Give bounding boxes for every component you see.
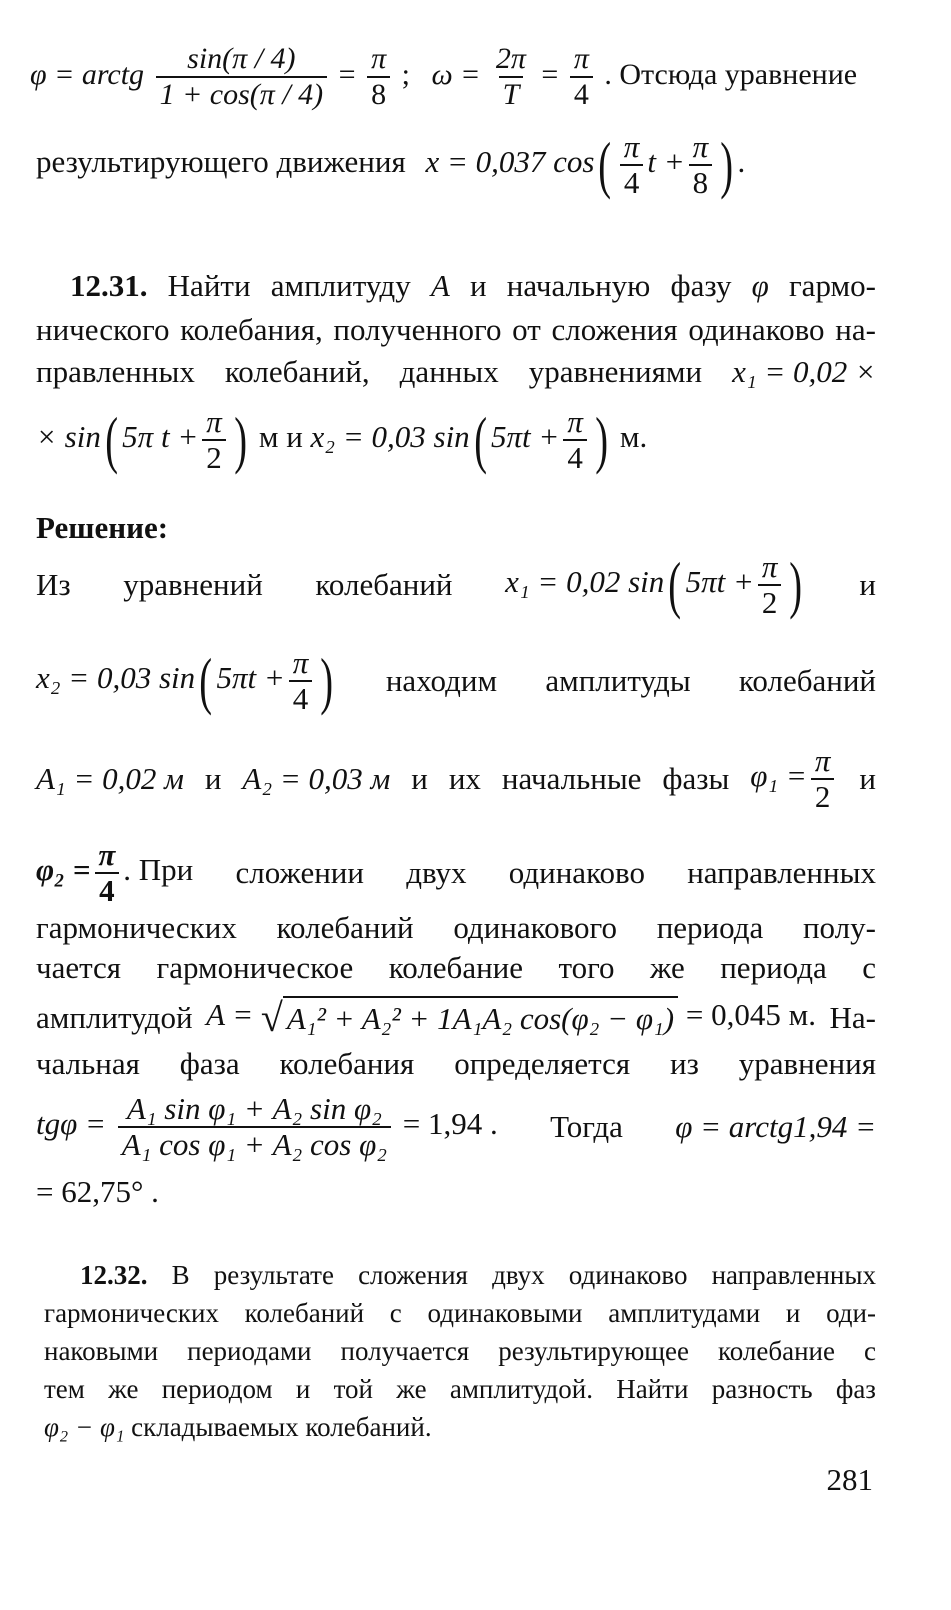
p1231-line3: правленных колебаний, данных уравнениями x₁ = 0,02 × — [36, 354, 876, 389]
solution-line4: φ₂ = $\frac{\pi}{4}$ . При сложении двух одинаково направленных — [36, 837, 876, 908]
p1232-line5: φ₂ − φ₁ складываемых колебаний. — [44, 1412, 432, 1442]
solution-line10: = 62,75° . — [36, 1174, 159, 1209]
sqrt-expression: √ A₁² + A₂² + 1A₁A₂ cos(φ₂ − φ₁) — [261, 996, 678, 1040]
solution-line8: чальная фаза колебания определяется из уравнения — [36, 1046, 876, 1081]
p1231-line1: 12.31. Найти амплитуду A и начальную фазу φ гармо- — [70, 268, 876, 303]
solution-heading: Решение: — [36, 510, 169, 545]
problem-number-1232: 12.32. — [80, 1260, 148, 1290]
fraction-pi-4: $\frac{\pi}{4}$ — [570, 42, 593, 112]
solution-line1: Из уравнений колебаний x₁ = 0,02 sin( 5πt + $\frac{\pi}{2}$ ) и — [36, 549, 876, 620]
p1232-line3: наковыми периодами получается результирующее колебание с — [44, 1336, 876, 1366]
p1232-line2: гармонических колебаний с одинаковыми амплитудами и оди- — [44, 1298, 876, 1328]
solution-line2: x₂ = 0,03 sin( 5πt + $\frac{\pi}{4}$ ) находим амплитуды колебаний — [36, 645, 876, 716]
p1231-line2: нического колебания, полученного от сложения одинаково на- — [36, 312, 876, 347]
problem-number-1231: 12.31. — [70, 268, 148, 303]
tg-fraction: $\frac{\text{A₁ sin φ₁ + A₂ sin φ₂}}{\text{A₁ cos φ₁ + A₂ cos φ₂}}$ — [118, 1092, 391, 1162]
p1232-line1: 12.32. В результате сложения двух одинаково направленных — [80, 1260, 876, 1290]
solution-line3: A₁ = 0,02 м и A₂ = 0,03 м и их начальные фазы φ₁ = $\frac{\pi}{2}$ и — [36, 743, 876, 814]
fraction-2pi-T: $\frac{2\pi}{T}$ — [495, 42, 526, 111]
solution-line9: tgφ = $\frac{\text{A₁ sin φ₁ + A₂ sin φ₂}}{\text{A₁ cos φ₁ + A₂ cos φ₂}}$ = 1,94 . Тогда φ = arctg1,94 = — [36, 1091, 876, 1162]
solution-line6: чается гармоническое колебание того же периода с — [36, 950, 876, 985]
phi-arctg: φ = arctg — [30, 57, 145, 91]
p1232-line4: тем же периодом и той же амплитудой. Найти разность фаз — [44, 1374, 876, 1404]
fraction-sin-cos: $\frac{\sin(\pi / 4)}{1 + \cos(\pi / 4)}$ — [156, 42, 328, 112]
solution-line7: амплитудой A = √ A₁² + A₂² + 1A₁A₂ cos(φ₂ − φ₁) = 0,045 м. На- — [36, 995, 876, 1040]
result-equation-line: результирующего движения x = 0,037 cos( $\frac{\pi}{4}$ t + $\frac{\pi}{8}$ ) . — [36, 129, 746, 200]
fraction-pi-8: $\frac{\pi}{8}$ — [367, 42, 390, 112]
top-formula-line: φ = arctg $\frac{\sin(\pi / 4)}{1 + \cos(\pi / 4)}$ = $\frac{\pi}{8}$ ; ω = $\frac{2\pi}{T}$ = $\frac{\pi}{4}$ . Отсюда уравнение — [30, 42, 858, 111]
p1231-line4: × sin( 5π t + $\frac{\pi}{2}$ ) м и x₂ = 0,03 sin( 5πt + $\frac{\pi}{4}$ ) м. — [36, 404, 648, 475]
solution-line5: гармонических колебаний одинакового периода полу- — [36, 910, 876, 945]
page-number: 281 — [826, 1462, 873, 1497]
